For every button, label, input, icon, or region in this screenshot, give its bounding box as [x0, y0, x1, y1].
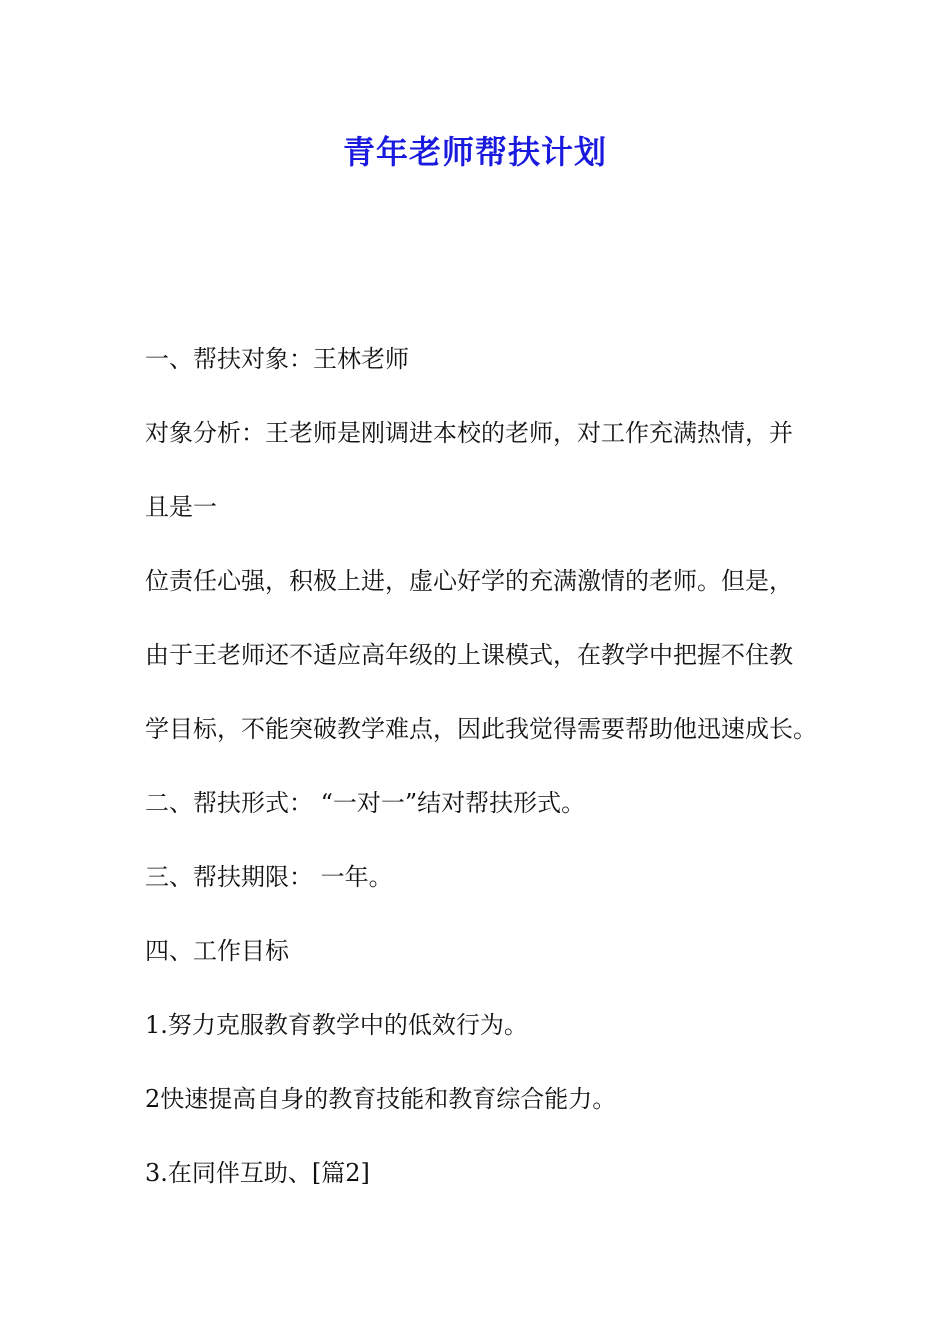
section-goals-heading: 四、工作目标	[145, 937, 289, 965]
goal-item-3: 3.在同伴互助、[篇2]	[145, 1159, 370, 1187]
analysis-line-1: 对象分析：王老师是刚调进本校的老师，对工作充满热情，并	[145, 419, 793, 447]
document-title: 青年老师帮扶计划	[342, 133, 607, 171]
document-body	[145, 334, 825, 1222]
goal-item-2: 2快速提高自身的教育技能和教育综合能力。	[145, 1085, 617, 1113]
section-form: 二、帮扶形式： “一对一”结对帮扶形式。	[145, 789, 586, 817]
section-target: 一、帮扶对象：王林老师	[145, 345, 409, 373]
analysis-line-4: 由于王老师还不适应高年级的上课模式，在教学中把握不住教	[145, 641, 793, 669]
goal-item-1: 1.努力克服教育教学中的低效行为。	[145, 1011, 528, 1039]
analysis-line-3: 位责任心强，积极上进，虚心好学的充满激情的老师。但是，	[145, 567, 793, 595]
analysis-line-2: 且是一	[145, 493, 217, 521]
section-period: 三、帮扶期限： 一年。	[145, 863, 393, 891]
analysis-line-5: 学目标，不能突破教学难点，因此我觉得需要帮助他迅速成长。	[145, 715, 817, 743]
